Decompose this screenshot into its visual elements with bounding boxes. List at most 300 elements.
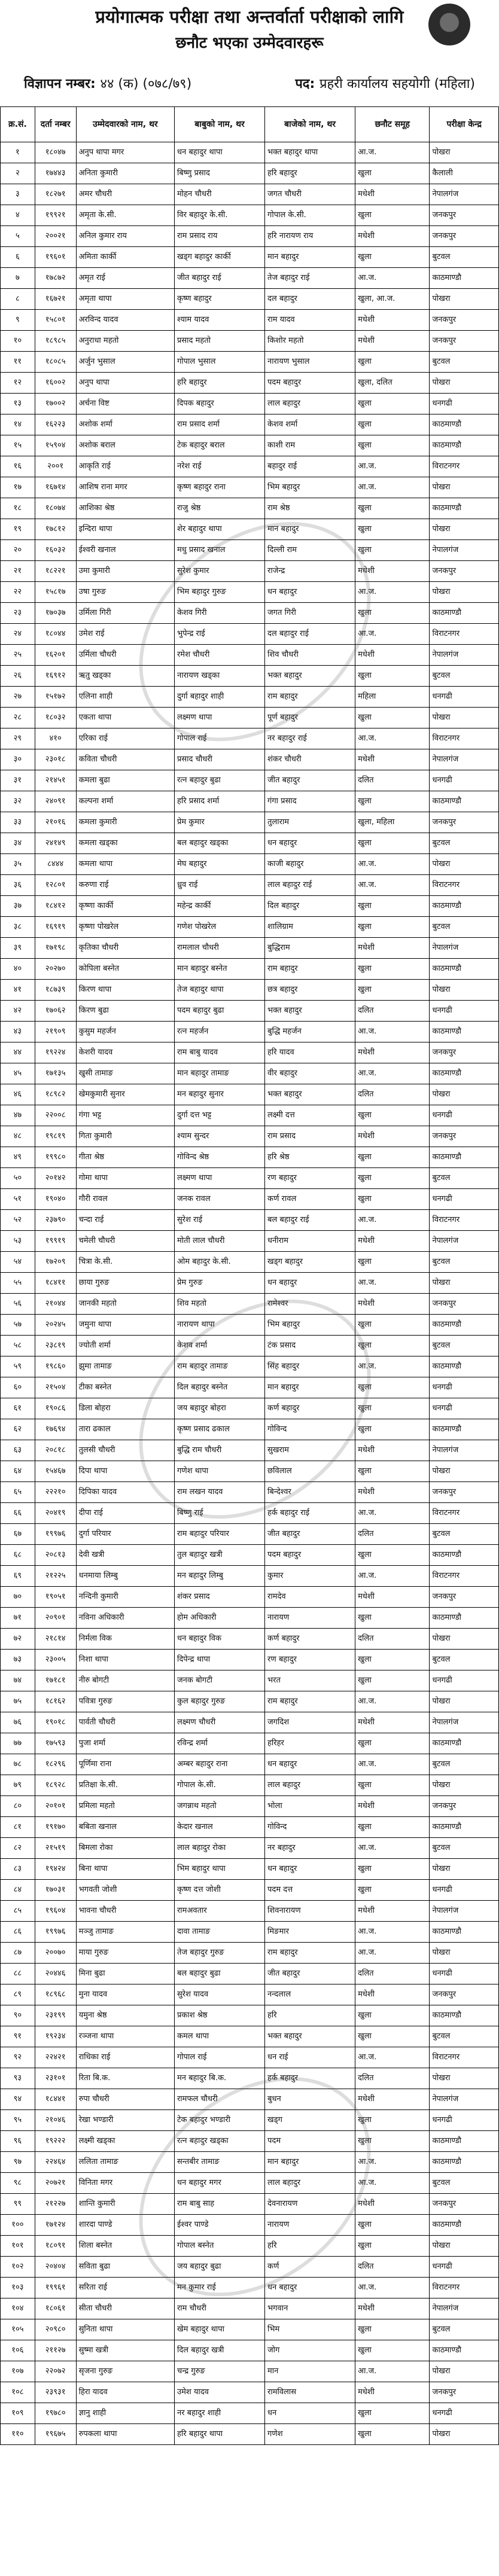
table-cell: १९१७० (35, 1817, 76, 1838)
table-cell: पार्वती चौधरी (76, 1712, 174, 1733)
table-cell: १७ (1, 477, 35, 498)
table-row (1, 1022, 499, 1042)
table-cell: खुला (355, 1252, 430, 1273)
table-cell: ८३ (1, 1859, 35, 1880)
table-cell: नर बहादुर शाही (174, 2403, 264, 2424)
table-cell: २१२२५ (35, 1566, 76, 1587)
table-cell: आ.ज. (355, 477, 430, 498)
table-row (1, 2110, 499, 2131)
table-cell: भिम बहादुर (265, 477, 355, 498)
table-cell: भक्त बहादुर (265, 1084, 355, 1105)
table-row (1, 1838, 499, 1859)
table-cell: नन्दिनी कुमारी (76, 1587, 174, 1608)
table-cell: जनकपुर (430, 1796, 499, 1817)
table-cell: खुला (355, 2319, 430, 2340)
table-cell: ३५ (1, 854, 35, 875)
table-cell: यमुना श्रेष्ठ (76, 2005, 174, 2026)
table-cell: २१५१९ (35, 1838, 76, 1859)
table-cell: मधेशी (355, 1042, 430, 1063)
table-row (1, 1901, 499, 1922)
table-cell: रञ्जना थापा (76, 2026, 174, 2047)
table-cell: उमेश राई (76, 624, 174, 645)
table-cell: १४ (1, 414, 35, 435)
table-row (1, 1964, 499, 1984)
table-cell: बुटवल (430, 917, 499, 938)
table-row (1, 1733, 499, 1754)
table-cell: १६००२ (35, 373, 76, 394)
table-cell: ३९ (1, 938, 35, 959)
post-info (295, 74, 475, 92)
table-cell: काठमाण्डौ (430, 268, 499, 289)
table-cell: केशव शर्मा (174, 1336, 264, 1356)
table-cell: खुला (355, 519, 430, 540)
table-cell: ६० (1, 1377, 35, 1398)
table-cell: जीत बहादुर (265, 1524, 355, 1545)
table-cell: कैलाली (430, 163, 499, 184)
table-cell: शिव महतो (174, 1294, 264, 1315)
table-cell: रण बहादुर (265, 1168, 355, 1189)
table-cell: १८०३२ (35, 708, 76, 728)
table-cell: १८७३९ (35, 980, 76, 1001)
table-row (1, 2173, 499, 2194)
table-cell: प्रसाद महतो (174, 331, 264, 352)
table-cell: २०४०४ (35, 2257, 76, 2278)
table-cell: ७७ (1, 1733, 35, 1754)
table-cell: पोखरा (430, 1943, 499, 1964)
table-cell: सीता चौधरी (76, 2298, 174, 2319)
table-cell: २१०१६ (35, 812, 76, 833)
table-cell: रेखा भण्डारी (76, 2110, 174, 2131)
table-row (1, 1377, 499, 1398)
table-cell: गणेश पोखरेल (174, 917, 264, 938)
table-cell: जय बहादुर बुढा (174, 2257, 264, 2278)
table-row (1, 833, 499, 854)
table-cell: टेक बहादुर बराल (174, 435, 264, 456)
table-cell: भुपेन्द्र राई (174, 624, 264, 645)
table-cell: सविता बुढा (76, 2257, 174, 2278)
table-row (1, 435, 499, 456)
table-row (1, 1775, 499, 1796)
table-cell: पोखरा (430, 582, 499, 603)
table-cell: मन बहादुर सुनार (174, 1084, 264, 1105)
table-cell: आ.ज. (355, 2173, 430, 2194)
table-cell: मान (265, 2361, 355, 2382)
table-cell: शिला बस्नेत (76, 2236, 174, 2257)
table-cell: दलित (355, 1629, 430, 1650)
table-cell: १८२२१ (35, 561, 76, 582)
table-cell: खुला (355, 1377, 430, 1398)
table-cell: नेपालगंज (430, 1901, 499, 1922)
table-cell: दलित (355, 1084, 430, 1105)
table-cell: खुला (355, 1817, 430, 1838)
table-cell: विराटनगर (430, 2278, 499, 2298)
table-cell: इन्दिरा थापा (76, 519, 174, 540)
table-cell: आ.ज. (355, 2152, 430, 2173)
table-cell: खुला (355, 2424, 430, 2445)
table-cell: १७००२ (35, 394, 76, 414)
table-cell: २३१०१ (35, 2068, 76, 2089)
table-cell: १९९६१ (35, 2278, 76, 2298)
table-cell: आ.ज. (355, 1503, 430, 1524)
table-cell: १५ (1, 435, 35, 456)
table-row (1, 582, 499, 603)
table-cell: अमृता थापा (76, 289, 174, 310)
table-cell: महेन्द्र कार्की (174, 896, 264, 917)
table-row (1, 917, 499, 938)
table-cell: १९०५१ (35, 1587, 76, 1608)
table-cell: वीर बहादुर (265, 1063, 355, 1084)
table-cell: मान बहादुर बस्नेत (174, 959, 264, 980)
table-row (1, 163, 499, 184)
table-cell: मधेशी (355, 2382, 430, 2403)
table-cell: किशोर महतो (265, 331, 355, 352)
table-cell: विराटनगर (430, 728, 499, 749)
table-cell: मधु प्रसाद खनाल (174, 540, 264, 561)
table-row (1, 2298, 499, 2319)
table-cell: नेपालगंज (430, 645, 499, 666)
table-cell: १९२३४ (35, 2026, 76, 2047)
table-row (1, 2319, 499, 2340)
table-row (1, 791, 499, 812)
table-row (1, 749, 499, 770)
table-cell: राम बहादुर (265, 1691, 355, 1712)
vacancy-label: विज्ञापन नम्बर: (24, 77, 96, 92)
table-cell: गंगा प्रसाद (265, 791, 355, 812)
table-cell: गोमा थापा (76, 1168, 174, 1189)
table-cell: दलित (355, 1524, 430, 1545)
table-cell: आ.ज. (355, 268, 430, 289)
table-cell: तुल बहादुर खत्री (174, 1545, 264, 1566)
table-cell: जगत चौधरी (265, 184, 355, 205)
table-cell: कमला कुमारी (76, 812, 174, 833)
table-cell: नेपालगंज (430, 2298, 499, 2319)
table-cell: मधेशी (355, 645, 430, 666)
table-cell: काठमाण्डौ (430, 2215, 499, 2236)
table-cell: लक्ष्मी दत्त (265, 1105, 355, 1126)
table-cell: २३००५ (35, 1650, 76, 1670)
table-cell: केशव गिरी (174, 603, 264, 624)
table-cell: आ.ज. (355, 2278, 430, 2298)
table-cell: १८१६२ (35, 1691, 76, 1712)
table-cell: दिल बहादुर खत्री (174, 2340, 264, 2361)
table-cell: काठमाण्डौ (430, 1817, 499, 1838)
table-cell: लक्ष्मण चौधरी (174, 1712, 264, 1733)
table-cell: जनकपुर (430, 1984, 499, 2005)
table-row (1, 980, 499, 1001)
table-cell: दलित (355, 770, 430, 791)
table-cell: २४ (1, 624, 35, 645)
table-cell: धनगढी (430, 394, 499, 414)
table-row (1, 624, 499, 645)
table-cell: लक्ष्मण थापा (174, 1168, 264, 1189)
table-cell: खुला (355, 2403, 430, 2424)
table-cell: राजु श्रेष्ठ (174, 498, 264, 519)
table-row (1, 1147, 499, 1168)
table-cell: पोखरा (430, 2236, 499, 2257)
table-cell: दिपेन्द्र थापा (174, 1650, 264, 1670)
table-cell: ११ (1, 352, 35, 373)
table-cell: नर बहादुर (265, 1838, 355, 1859)
table-cell: मधेशी (355, 1231, 430, 1252)
table-cell: ७५ (1, 1691, 35, 1712)
table-cell: डिला बोहरा (76, 1398, 174, 1419)
table-cell: निर्मला विक (76, 1629, 174, 1650)
table-row (1, 1168, 499, 1189)
table-row (1, 184, 499, 205)
table-cell: सुनिता थापा (76, 2319, 174, 2340)
table-row (1, 1419, 499, 1440)
table-cell: बुटवल (430, 1524, 499, 1545)
table-cell: १५८०१ (35, 310, 76, 331)
table-cell: १९०१८ (35, 1712, 76, 1733)
table-cell: एलिना शाही (76, 687, 174, 708)
table-cell: १९२२४ (35, 1042, 76, 1063)
column-header: दर्ता नम्बर (35, 107, 76, 142)
table-cell: कर्ण बहादुर (265, 1398, 355, 1419)
table-cell: दलित (355, 1964, 430, 1984)
table-cell: गोपाल राई (174, 2047, 264, 2068)
table-cell: सुरेश यादव (174, 1984, 264, 2005)
table-cell: ६६ (1, 1503, 35, 1524)
table-row (1, 394, 499, 414)
table-cell: ३ (1, 184, 35, 205)
table-cell: नीरु बोगटी (76, 1670, 174, 1691)
table-cell: आ.ज. (355, 1063, 430, 1084)
table-cell: बिना थापा (76, 1859, 174, 1880)
table-cell: प्रतिक्षा के.सी. (76, 1775, 174, 1796)
table-cell: १२ (1, 373, 35, 394)
table-cell: कर्ण रावल (265, 1189, 355, 1210)
table-cell: खुला (355, 1670, 430, 1691)
table-cell: धनमाया लिम्बु (76, 1566, 174, 1587)
table-cell: राधिका राई (76, 2047, 174, 2068)
table-cell: एरिका राई (76, 728, 174, 749)
table-cell: हरि (265, 2005, 355, 2026)
table-cell: मधेशी (355, 1712, 430, 1733)
table-cell: १९७८० (35, 2403, 76, 2424)
table-cell: रण बहादुर (265, 1650, 355, 1670)
table-cell: बहादुर राई (265, 456, 355, 477)
table-cell: १५८१७ (35, 582, 76, 603)
table-cell: एकता थापा (76, 708, 174, 728)
table-cell: उषा गुरुङ (76, 582, 174, 603)
table-cell: पोखरा (430, 854, 499, 875)
table-cell: रविन्द्र शर्मा (174, 1733, 264, 1754)
table-cell: २१४५१ (35, 770, 76, 791)
table-cell: मान बहादुर (265, 1377, 355, 1398)
table-cell: १८०६१ (35, 2298, 76, 2319)
table-cell: हरि प्रसाद शर्मा (174, 791, 264, 812)
table-cell: १८२७१ (35, 184, 76, 205)
table-cell: २३७९० (35, 1210, 76, 1231)
table-cell: राम प्रसाद शर्मा (174, 414, 264, 435)
table-cell: ६२ (1, 1419, 35, 1440)
table-cell: बबिता खनाल (76, 1817, 174, 1838)
table-cell: २१८१४ (35, 1629, 76, 1650)
table-cell: २० (1, 540, 35, 561)
table-cell: धन बहादुर (265, 2278, 355, 2298)
table-cell: नेपालगंज (430, 2089, 499, 2110)
table-cell: ४१० (35, 728, 76, 749)
table-cell: नारायण भुसाल (265, 352, 355, 373)
table-cell: ५४ (1, 1252, 35, 1273)
table-cell: झुमा तामाङ (76, 1356, 174, 1377)
table-cell: २३१९९ (35, 2005, 76, 2026)
table-cell: नेपालगंज (430, 184, 499, 205)
table-cell: जय बहादुर बोहरा (174, 1398, 264, 1419)
table-cell: तेज बहादुर राई (265, 268, 355, 289)
table-cell: कुमार (265, 1566, 355, 1587)
table-cell: रुपकला थापा (76, 2424, 174, 2445)
table-cell: राम बाबु साह (174, 2194, 264, 2215)
table-cell: हिरा यादव (76, 2382, 174, 2403)
table-cell: धनगढी (430, 1377, 499, 1398)
table-cell: धनगढी (430, 1398, 499, 1419)
table-cell: राम बाबु यादव (174, 1042, 264, 1063)
table-cell: खुला (355, 2131, 430, 2152)
table-cell: ७८ (1, 1754, 35, 1775)
table-cell: १७५९३ (35, 1733, 76, 1754)
table-cell: खड्ग (265, 2110, 355, 2131)
table-cell: खुला (355, 1189, 430, 1210)
table-cell: मिना बुढा (76, 1964, 174, 1984)
table-cell: १७०३१ (35, 1880, 76, 1901)
table-cell: मधेशी (355, 1482, 430, 1503)
table-cell: मोहन चौधरी (174, 184, 264, 205)
table-cell: मधेशी (355, 2298, 430, 2319)
table-cell: ८२ (1, 1838, 35, 1859)
table-cell: १०० (1, 2215, 35, 2236)
table-cell: धनगढी (430, 2110, 499, 2131)
table-cell: सरिता राई (76, 2278, 174, 2298)
table-cell: २११२७ (35, 2340, 76, 2361)
table-cell: मधेशी (355, 1440, 430, 1461)
table-cell: काठमाण्डौ (430, 896, 499, 917)
table-row (1, 1356, 499, 1377)
table-cell: २१९०९ (35, 1022, 76, 1042)
table-cell: धन बहादुर (265, 1754, 355, 1775)
table-cell: १६७१४ (35, 477, 76, 498)
table-cell: रत्न बहादुर खड्का (174, 2131, 264, 2152)
table-cell: १८ (1, 498, 35, 519)
table-cell: ९३ (1, 2068, 35, 2089)
table-cell: खेमकुमारी सुनार (76, 1084, 174, 1105)
table-cell: जनक रावल (174, 1189, 264, 1210)
table-cell: कल्पना शर्मा (76, 791, 174, 812)
table-row (1, 2026, 499, 2047)
table-cell: देवनारायण (265, 2194, 355, 2215)
table-cell: पदम बहादुर (265, 373, 355, 394)
table-cell: बिन्देश्वर (265, 1482, 355, 1503)
table-cell: नरेश राई (174, 456, 264, 477)
table-cell: ४४ (1, 1042, 35, 1063)
table-cell: रामविलास (265, 2382, 355, 2403)
table-cell: दिपक बहादुर (174, 394, 264, 414)
table-cell: कमला खड्का (76, 833, 174, 854)
table-cell: १३ (1, 394, 35, 414)
table-cell: पदम बहादुर बुढा (174, 1001, 264, 1022)
table-cell: शान्ति कुमारी (76, 2194, 174, 2215)
table-cell: भक्त बहादुर (265, 666, 355, 687)
table-cell: विराटनगर (430, 1566, 499, 1587)
table-cell: खुला (355, 2005, 430, 2026)
table-cell: अरविन्द यादव (76, 310, 174, 331)
table-cell: टंक प्रसाद (265, 1336, 355, 1356)
table-cell: ७ (1, 268, 35, 289)
table-cell: राम बहादुर (265, 959, 355, 980)
table-cell: पोखरा (430, 289, 499, 310)
table-cell: ९६ (1, 2131, 35, 2152)
table-cell: खुला (355, 1419, 430, 1440)
table-cell: पोखरा (430, 1461, 499, 1482)
table-cell: हरि बहादुर थापा (174, 2424, 264, 2445)
table-cell: खुला (355, 1461, 430, 1482)
table-cell: प्रमिला महतो (76, 1796, 174, 1817)
table-cell: जगन्नाथ महतो (174, 1796, 264, 1817)
table-cell: अनिता कुमारी (76, 163, 174, 184)
column-header: बाबुको नाम, थर (174, 107, 264, 142)
table-row (1, 938, 499, 959)
table-cell: खुला (355, 1105, 430, 1126)
table-cell: आ.ज. (355, 1838, 430, 1859)
table-cell: अमृत राई (76, 268, 174, 289)
table-cell: जीत बहादुर (265, 770, 355, 791)
table-row (1, 289, 499, 310)
table-cell: १९६०४ (35, 1901, 76, 1922)
table-cell: खुला (355, 2236, 430, 2257)
table-cell: आ.ज. (355, 582, 430, 603)
table-cell: ४२ (1, 1001, 35, 1022)
table-cell: मधेशी (355, 1901, 430, 1922)
table-cell: १९६०१ (35, 247, 76, 268)
table-cell: २०१४२ (35, 1168, 76, 1189)
table-cell: आ.ज. (355, 875, 430, 896)
table-cell: केशव शर्मा (265, 414, 355, 435)
table-cell: २६ (1, 666, 35, 687)
table-cell: रुपा चौधरी (76, 2089, 174, 2110)
table-cell: अर्चना विष्ट (76, 394, 174, 414)
table-cell: नर बहादुर राई (265, 728, 355, 749)
table-cell: धनगढी (430, 687, 499, 708)
table-cell: आ.ज. (355, 2047, 430, 2068)
table-row (1, 1670, 499, 1691)
table-cell: १९८६० (35, 1356, 76, 1377)
table-cell: धनगढी (430, 1880, 499, 1901)
table-cell: २०९८० (35, 2319, 76, 2340)
table-row (1, 1336, 499, 1356)
table-cell: काठमाण्डौ (430, 1022, 499, 1042)
table-cell: जनकपुर (430, 1482, 499, 1503)
table-cell: २ (1, 163, 35, 184)
table-cell: १९८१९ (35, 1126, 76, 1147)
table-cell: सुरेश राई (174, 1210, 264, 1231)
table-cell: कुसुम महर्जन (76, 1022, 174, 1042)
table-cell: ५२ (1, 1210, 35, 1231)
table-cell: काठमाण्डौ (430, 1063, 499, 1084)
table-row (1, 1922, 499, 1943)
table-cell: बुटवल (430, 833, 499, 854)
table-cell: २०९०१ (35, 1608, 76, 1629)
table-cell: दिल बहादुर बस्नेत (174, 1377, 264, 1398)
table-cell: काठमाण्डौ (430, 791, 499, 812)
table-cell: १५१७२ (35, 687, 76, 708)
table-cell: अर्जुन भुसाल (76, 352, 174, 373)
table-cell: ८७ (1, 1943, 35, 1964)
table-row (1, 666, 499, 687)
table-cell: १८४४१ (35, 2089, 76, 2110)
table-cell: मान बहादुर (265, 2152, 355, 2173)
table-cell: खुला (355, 2026, 430, 2047)
